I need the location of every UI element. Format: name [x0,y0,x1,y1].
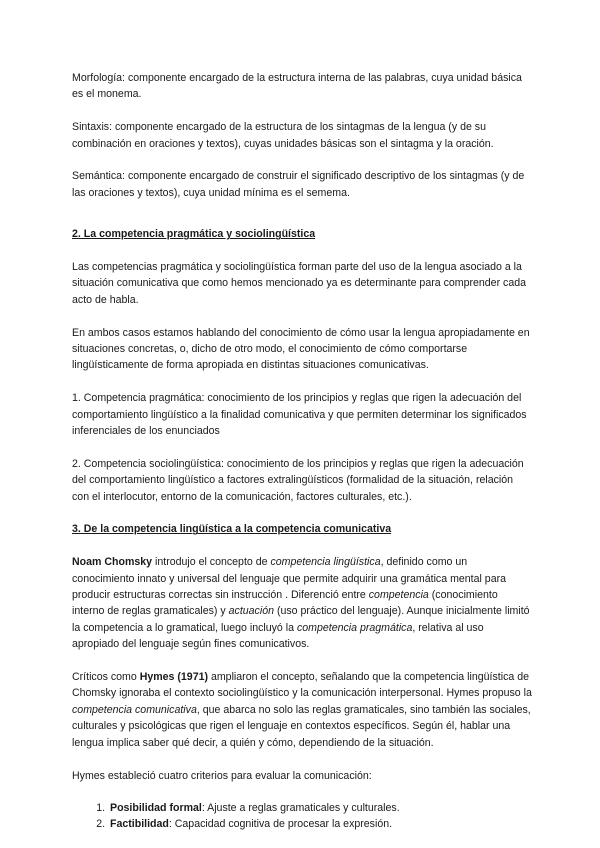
chomsky-name: Noam Chomsky [72,556,153,569]
section-3-heading: 3. De la competencia lingüística a la competencia comunicativa [72,523,392,536]
term-competencia: competencia [368,589,429,602]
definition-morfologia: Morfología: componente encargado de la estructura interna de las palabras, cuya unidad básica es el monema. [72,72,522,101]
term-actuacion: actuación [228,605,274,618]
definition-sintaxis: Sintaxis: componente encargado de la estructura de los sintagmas de la lengua (y de su combinación en oraciones y textos), cuyas unidades básicas son el sintagma y la oración. [72,121,494,150]
criteria-intro: Hymes estableció cuatro criterios para evaluar la comunicación: [72,769,372,782]
criteria-list [72,800,532,833]
chomsky-text-2: , definido como un conocimiento innato y universal del lenguaje que permite adquirir una gramática mental para producir estructuras correctas sin instrucción . Diferenció entre [72,556,507,602]
hymes-text-3: , que abarca no solo las reglas gramaticales, sino también las sociales, culturales y psicológicas que rigen el lenguaje en contextos específicos. Según él, hablar una lengua implica saber qué decir, a quién y cómo, dependiendo de la situación. [72,703,531,749]
hymes-text-2: ampliaron el concepto, señalando que la competencia lingüística de Chomsky ignoraba el contexto sociolingüístico y la comunicación interpersonal. Hymes propuso la [72,671,532,700]
criterion-desc: : Ajuste a reglas gramaticales y culturales. [201,801,400,814]
chomsky-text-1: introdujo el concepto de [152,556,271,569]
hymes-paragraph [72,669,532,751]
criterion-term: Factibilidad [110,818,169,831]
chomsky-paragraph [72,554,532,652]
hymes-name: Hymes (1971) [139,671,209,684]
list-item [108,800,532,816]
section-2-paragraph-2: En ambos casos estamos hablando del conocimiento de cómo usar la lengua apropiadamente en situaciones concretas, o, dicho de otro modo, el conocimiento de cómo comportarse lingüísticamente de forma apropiada en distintas situaciones comunicativas. [72,326,530,372]
term-competencia-linguistica: competencia lingüística [270,556,381,569]
criterion-desc: : Capacidad cognitiva de procesar la expresión. [168,818,393,831]
term-competencia-pragmatica: competencia pragmática [296,621,413,634]
definition-semantica: Semántica: componente encargado de construir el significado descriptivo de los sintagmas (y de las oraciones y textos), cuya unidad mínima es el semema. [72,170,525,199]
section-2-heading: 2. La competencia pragmática y sociolingüística [72,228,316,241]
list-item [108,816,532,832]
pragmatic-competence-paragraph: 1. Competencia pragmática: conocimiento de los principios y reglas que rigen la adecuación del comportamiento lingüístico a la finalidad comunicativa y que permiten determinar los significados inferenciales de los enunciados [72,392,527,438]
hymes-text-1: Críticos como [72,671,140,684]
section-2-paragraph-1: Las competencias pragmática y sociolingüística forman parte del uso de la lengua asociado a la situación comunicativa que como hemos mencionado ya es determinante para comprender cada acto de habla. [72,261,527,306]
criterion-term: Posibilidad formal [110,801,202,814]
sociolinguistic-competence-paragraph: 2. Competencia sociolingüística: conocimiento de los principios y reglas que rigen la adecuación del comportamiento lingüístico a factores extralingüísticos (formalidad de la situación, relación con el interlocutor, entorno de la comunicación, factores culturales, etc.). [72,457,524,503]
chomsky-text-5: , relativa al uso apropiado del lenguaje según fines comunicativos. [72,621,484,651]
document-page [72,70,532,833]
chomsky-text-4: (uso práctico del lenguaje). Aunque inicialmente limitó la competencia a lo gramatical, luego incluyó la [72,605,530,634]
chomsky-text-3: (conocimiento interno de reglas gramaticales) y [72,589,498,618]
term-competencia-comunicativa: competencia comunicativa [72,703,197,716]
